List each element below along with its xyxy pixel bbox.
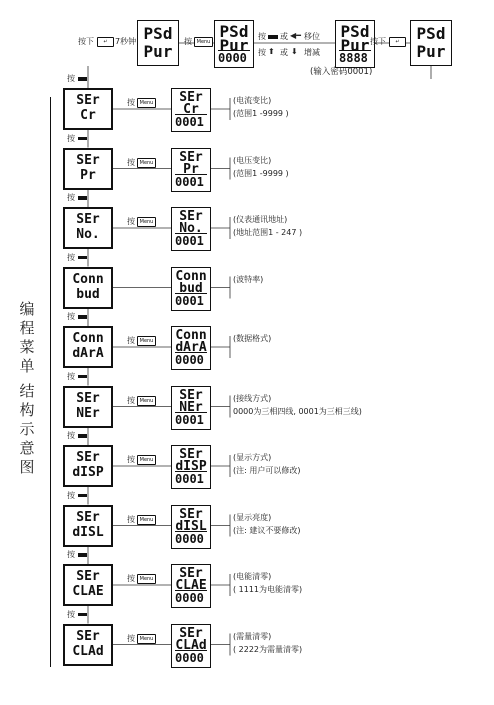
wait-label: 7秒钟 [115,37,137,46]
menu-code-line2: Pr [183,161,199,177]
value-digits: 0000 [175,531,204,546]
shift-key-icon [268,35,278,39]
menu-code-line2: dArA [72,346,104,361]
digit-display [175,114,207,128]
menu-key: Menu [137,158,156,168]
press-label: 按 [67,133,75,143]
menu-box-left [63,267,113,309]
title-char: 意 [19,439,35,457]
menu-code-line1: Conn [175,328,207,343]
value-digits: 0000 [175,650,204,665]
press-label: 按 [67,609,75,619]
menu-code-line2: dArA [175,340,207,355]
value-digits: 0001 [175,293,204,308]
password-hint: (输入密码0001) [310,67,373,77]
menu-key: Menu [137,98,156,108]
menu-key: Menu [137,574,156,584]
menu-code-line2: dISL [175,518,207,534]
press-label: 按 [127,336,135,345]
shift-key-icon [78,256,87,260]
press-label: 按 [258,48,266,57]
press-label: 按 [184,37,192,46]
title-char: 结 [19,382,35,400]
description-line1: (显示方式) [233,453,272,462]
description-line2: ( 1111为电能清零) [233,585,303,594]
menu-key: Menu [137,634,156,644]
menu-code-line1: SEr [179,209,203,224]
menu-box-right [171,326,211,370]
left-arrow-icon: ◀━ [290,31,301,40]
menu-code-line1: Conn [175,268,207,284]
menu-box-left [63,386,113,428]
digit-display: 8888 [339,50,371,64]
description-line1: (电流变比) [233,96,272,105]
value-digits: 0001 [175,174,204,189]
description-line1: (仪表通讯地址) [233,215,288,224]
shift-key-icon [78,196,87,200]
menu-box-right [171,148,211,192]
menu-box-right [171,207,211,251]
shift-key-icon [78,137,87,141]
menu-box-right [171,267,211,311]
digit-display [175,352,207,366]
menu-box-right [171,386,211,430]
menu-key: Menu [137,396,156,406]
press-label: 按 [127,98,135,107]
menu-code-line1: Conn [72,331,104,346]
shift-key-icon [78,375,87,379]
shift-key-icon [78,434,87,438]
press-label: 按 [67,490,75,500]
description-line1: (电能清零) [233,572,272,581]
press-label: 按 [67,312,75,321]
menu-box-right [171,624,211,668]
menu-box-left [63,88,113,130]
menu-code-line2: CLAd [72,643,104,659]
menu-key: Menu [137,336,156,346]
shift-key-icon [78,315,87,319]
menu-code-line1: SEr [76,93,100,108]
menu-code-line2: bud [179,280,203,296]
psd-box-3: PSd Pur 8888 [335,20,375,68]
digit-display [175,531,207,545]
up-arrow-icon: ⬆ [268,47,275,56]
title-char: 示 [19,420,35,438]
menu-key: Menu [137,455,156,465]
menu-code-line2: Cr [80,108,96,123]
menu-code-line2: No. [76,227,100,242]
psd-box-2: PSd Pur 0000 [214,20,254,68]
digit-display [175,174,207,188]
menu-code-line1: SEr [179,387,203,403]
title-char: 编 [19,300,35,318]
menu-key: Menu [137,515,156,525]
shift-key-icon [78,613,87,617]
menu-code-line1: SEr [76,450,100,465]
description-line2: 0000为三相四线, 0001为三相三线) [233,406,362,416]
menu-box-left [63,326,113,368]
menu-box-left [63,505,113,547]
press-label: 按 [67,252,75,262]
value-digits: 0001 [175,472,204,486]
press-label: 按 [127,633,135,643]
press-label: 按 [127,157,135,167]
digit-display: 0000 [218,50,250,64]
description-line2: ( 2222为需量清零) [233,644,303,654]
vertical-title [17,300,37,477]
menu-box-right [171,445,211,489]
menu-code-line1: SEr [76,509,100,525]
description-line2: (范围1 -9999 ) [233,168,289,178]
description-line2: (地址范围1 - 247 ) [233,228,303,237]
menu-box-left [63,207,113,249]
menu-code-line2: Pr [80,167,96,183]
menu-code-line1: SEr [179,90,203,105]
left-rule [50,97,51,667]
psd-box-1: PSd Pur [137,20,179,66]
digit-display [175,590,207,604]
value-digits: 0001 [175,115,204,129]
menu-code-line2: CLAE [175,578,207,593]
description-line2: (注: 用户可以修改) [233,466,301,475]
shift-key-icon [78,494,87,498]
press-label: 按 [67,371,75,381]
menu-code-line2: Cr [183,102,199,117]
enter-key: ↵ [389,37,406,47]
press-label: 按 [127,455,135,464]
menu-code-line1: SEr [76,569,100,584]
press-label: 按 [258,32,266,41]
menu-code-line2: NEr [76,405,100,421]
menu-code-line1: SEr [76,212,100,227]
shift-key-icon [78,553,87,557]
menu-box-left [63,624,113,666]
inc-dec-label: 增减 [304,48,320,57]
press-label: 按 [67,193,75,202]
description-line1: (接线方式) [233,393,272,403]
digit-display [175,293,207,307]
menu-code-line2: CLAd [175,637,207,653]
press-label: 按 [67,74,75,83]
press-label: 按 [127,395,135,405]
description-line1: (波特率) [233,274,264,284]
value-digits: 0000 [175,591,204,605]
description-line1: (电压变比) [233,155,272,165]
menu-code-line1: SEr [179,566,203,581]
press-label: 按 [127,514,135,524]
title-char: 图 [19,458,35,476]
value-digits: 0001 [175,234,204,248]
title-char: 构 [19,401,35,419]
menu-box-right [171,564,211,608]
menu-code-line2: No. [179,221,203,236]
menu-code-line2: dISP [72,465,104,480]
menu-key: Menu [194,37,213,47]
value-digits: 0000 [175,353,204,367]
menu-code-line2: CLAE [72,584,104,599]
description-line1: (数据格式) [233,334,272,343]
digit-display [175,650,207,664]
menu-code-line1: SEr [179,149,203,165]
description-line1: (需量清零) [233,631,272,641]
menu-key: Menu [137,217,156,227]
down-arrow-icon: ⬇ [291,47,298,56]
description-line1: (显示亮度) [233,512,272,522]
press-label: 按下 [370,37,386,46]
shift-label: 移位 [304,32,320,41]
description-line2: (注: 建议不要修改) [233,525,301,535]
title-char: 菜 [19,338,35,356]
menu-code-line1: SEr [76,390,100,406]
menu-code-line1: SEr [76,152,100,168]
enter-key: ↵ [97,37,114,47]
or-label: 或 [280,48,288,57]
menu-code-line1: SEr [76,628,100,644]
or-label: 或 [280,32,288,41]
psd-box-4: PSd Pur [410,20,452,66]
menu-code-line2: dISL [72,524,104,540]
digit-display [175,471,207,485]
menu-box-right [171,505,211,549]
press-label: 按 [67,431,75,440]
menu-box-left [63,564,113,606]
menu-code-line1: SEr [179,625,203,641]
press-label: 按 [67,550,75,559]
title-char: 程 [19,319,35,337]
menu-code-line2: dISP [175,459,207,474]
menu-code-line1: SEr [179,506,203,522]
menu-box-right [171,88,211,132]
menu-code-line2: bud [76,286,100,302]
title-char: 单 [19,357,35,375]
description-line2: (范围1 -9999 ) [233,109,289,118]
menu-code-line2: NEr [179,399,203,415]
press-label: 按 [127,217,135,226]
digit-display [175,412,207,426]
press-label: 按下 [78,37,94,46]
menu-box-left [63,148,113,190]
menu-code-line1: Conn [72,271,104,287]
shift-key-icon [78,77,87,81]
digit-display [175,233,207,247]
menu-code-line1: SEr [179,447,203,462]
menu-box-left [63,445,113,487]
press-label: 按 [127,574,135,583]
value-digits: 0001 [175,412,204,427]
